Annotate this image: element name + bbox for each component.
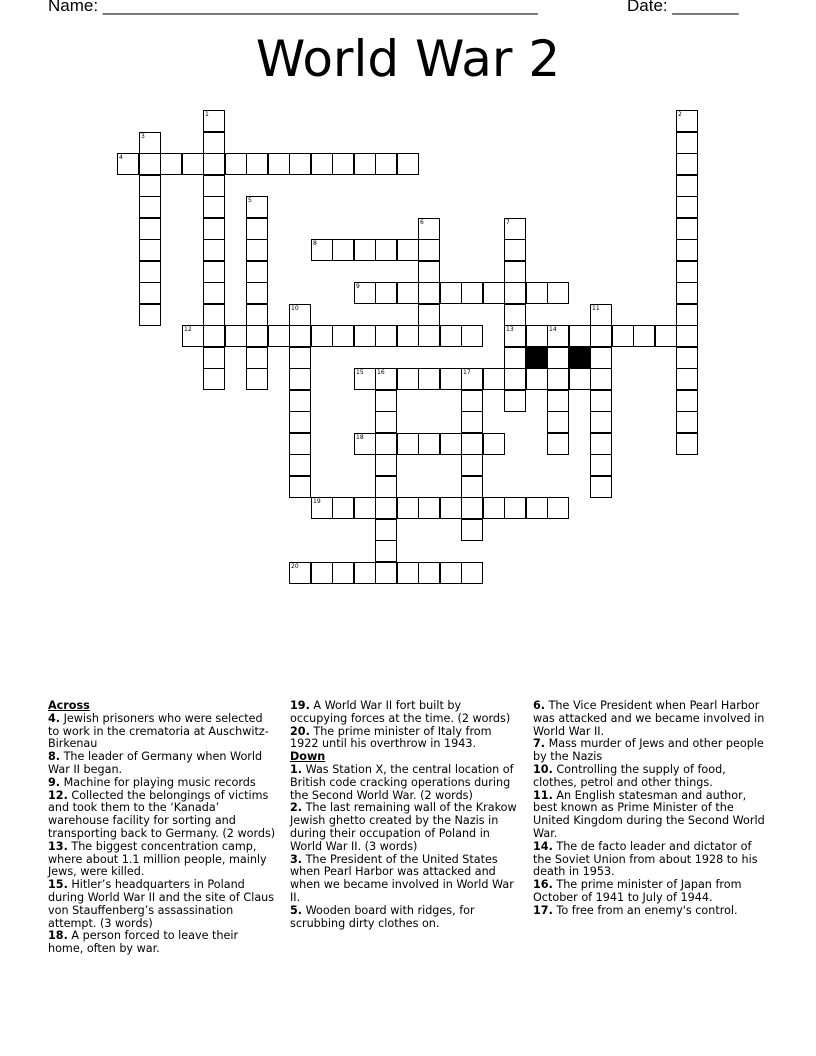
clue-item: [48, 879, 276, 930]
grid-cell[interactable]: [397, 562, 419, 584]
grid-cell[interactable]: [590, 411, 612, 433]
cell-number: 13: [506, 326, 514, 333]
grid-cell[interactable]: [547, 390, 569, 412]
grid-cell[interactable]: [590, 433, 612, 455]
grid-cell[interactable]: [461, 411, 483, 433]
grid-cell[interactable]: [590, 454, 612, 476]
clue-number: 7.: [533, 737, 546, 751]
grid-cell[interactable]: [418, 562, 440, 584]
grid-cell[interactable]: [676, 325, 698, 347]
clue-column-1: [48, 700, 276, 956]
grid-cell[interactable]: [289, 476, 311, 498]
grid-cell[interactable]: [289, 347, 311, 369]
grid-cell[interactable]: [203, 239, 225, 261]
grid-cell[interactable]: [483, 497, 505, 519]
clue-item: [48, 713, 276, 751]
grid-cell[interactable]: [246, 239, 268, 261]
clue-item: [48, 841, 276, 879]
grid-cell[interactable]: [461, 390, 483, 412]
grid-cell[interactable]: [676, 132, 698, 154]
grid-cell[interactable]: [461, 497, 483, 519]
clue-item: [533, 905, 769, 918]
grid-cell[interactable]: [461, 282, 483, 304]
grid-cell[interactable]: [676, 261, 698, 283]
clue-item: [533, 841, 769, 879]
clue-text: The Vice President when Pearl Harbor was attacked and we became involved in World War II.: [533, 699, 765, 738]
cell-number: 4: [119, 154, 123, 161]
grid-cell[interactable]: [418, 325, 440, 347]
grid-cell[interactable]: [289, 153, 311, 175]
grid-cell[interactable]: [526, 325, 548, 347]
across-heading: Across: [48, 699, 90, 712]
grid-cell[interactable]: [397, 153, 419, 175]
black-square: [569, 347, 591, 369]
grid-cell[interactable]: [246, 304, 268, 326]
grid-cell[interactable]: [504, 218, 526, 240]
grid-cell[interactable]: [504, 261, 526, 283]
grid-cell[interactable]: [139, 132, 161, 154]
grid-cell[interactable]: [461, 368, 483, 390]
clue-number: 19.: [290, 699, 310, 712]
clue-number: 17.: [533, 903, 553, 917]
clue-text: To free from an enemy's control.: [552, 903, 738, 917]
grid-cell[interactable]: [483, 433, 505, 455]
clue-number: 15.: [48, 878, 68, 892]
grid-cell[interactable]: [139, 261, 161, 283]
clue-text: A person forced to leave their home, often by war.: [48, 929, 239, 956]
clue-text: Hitler’s headquarters in Poland during World War II and the site of Claus von Stauffenberg’s assassination attempt. (3 words): [48, 878, 275, 930]
clue-number: 10.: [533, 762, 553, 776]
grid-cell[interactable]: [354, 153, 376, 175]
grid-cell[interactable]: [547, 347, 569, 369]
cell-number: 15: [356, 369, 364, 376]
grid-cell[interactable]: [526, 282, 548, 304]
grid-cell[interactable]: [354, 562, 376, 584]
grid-cell[interactable]: [504, 497, 526, 519]
clue-text: Controlling the supply of food, clothes, petrol and other things.: [533, 762, 726, 789]
clue-item: [48, 790, 276, 841]
grid-cell[interactable]: [547, 282, 569, 304]
grid-cell[interactable]: [375, 476, 397, 498]
clue-item: [290, 905, 520, 931]
grid-cell[interactable]: [203, 304, 225, 326]
grid-cell[interactable]: [590, 347, 612, 369]
grid-cell[interactable]: [569, 368, 591, 390]
clue-item: [290, 764, 520, 802]
down-heading: Down: [290, 750, 326, 764]
grid-cell[interactable]: [311, 562, 333, 584]
clue-text: The prime minister of Japan from October of 1941 to July of 1944.: [533, 878, 742, 904]
cell-number: 19: [313, 498, 321, 505]
grid-cell[interactable]: [332, 497, 354, 519]
clue-text: Wooden board with ridges, for scrubbing dirty clothes on.: [290, 903, 475, 930]
grid-cell[interactable]: [397, 368, 419, 390]
grid-cell[interactable]: [311, 325, 333, 347]
clue-item: [533, 790, 769, 841]
grid-cell[interactable]: [375, 562, 397, 584]
clue-item: [290, 854, 520, 905]
grid-cell[interactable]: [375, 368, 397, 390]
grid-cell[interactable]: [676, 153, 698, 175]
grid-cell[interactable]: [203, 347, 225, 369]
clue-item: [48, 930, 276, 956]
puzzle-title: World War 2: [255, 30, 561, 88]
grid-cell[interactable]: [225, 153, 247, 175]
clue-text: The President of the United States when Pearl Harbor was attacked and when we became involved in World War II.: [290, 852, 514, 904]
grid-cell[interactable]: [676, 282, 698, 304]
grid-cell[interactable]: [397, 433, 419, 455]
cell-number: 6: [420, 219, 424, 226]
grid-cell[interactable]: [311, 497, 333, 519]
grid-cell[interactable]: [182, 153, 204, 175]
grid-cell[interactable]: [440, 562, 462, 584]
grid-cell[interactable]: [655, 325, 677, 347]
grid-cell[interactable]: [289, 433, 311, 455]
grid-cell[interactable]: [203, 132, 225, 154]
grid-cell[interactable]: [203, 175, 225, 197]
grid-cell[interactable]: [440, 433, 462, 455]
grid-cell[interactable]: [676, 110, 698, 132]
grid-cell[interactable]: [375, 497, 397, 519]
grid-cell[interactable]: [418, 368, 440, 390]
grid-cell[interactable]: [418, 497, 440, 519]
grid-cell[interactable]: [375, 433, 397, 455]
clue-number: 9.: [48, 775, 61, 789]
grid-cell[interactable]: [332, 562, 354, 584]
cell-number: 11: [592, 305, 600, 312]
grid-cell[interactable]: [225, 325, 247, 347]
cell-number: 3: [141, 133, 145, 140]
grid-cell[interactable]: [246, 368, 268, 390]
clue-number: 1.: [290, 762, 303, 776]
grid-cell[interactable]: [526, 368, 548, 390]
grid-cell[interactable]: [354, 325, 376, 347]
grid-cell[interactable]: [375, 325, 397, 347]
grid-cell[interactable]: [418, 304, 440, 326]
cell-number: 8: [313, 240, 317, 247]
grid-cell[interactable]: [268, 153, 290, 175]
grid-cell[interactable]: [246, 347, 268, 369]
grid-cell[interactable]: [461, 325, 483, 347]
clue-item: [533, 879, 769, 905]
clue-number: 16.: [533, 878, 553, 892]
grid-cell[interactable]: [547, 368, 569, 390]
date-field-label: Date: _______: [627, 0, 739, 15]
grid-cell[interactable]: [483, 368, 505, 390]
cell-number: 17: [463, 369, 471, 376]
clue-item: [533, 700, 769, 738]
grid-cell[interactable]: [203, 261, 225, 283]
grid-cell[interactable]: [590, 325, 612, 347]
clue-number: 4.: [48, 711, 61, 725]
grid-cell[interactable]: [203, 368, 225, 390]
grid-cell[interactable]: [289, 411, 311, 433]
grid-cell[interactable]: [504, 390, 526, 412]
grid-cell[interactable]: [246, 196, 268, 218]
grid-cell[interactable]: [246, 218, 268, 240]
clue-number: 6.: [533, 699, 546, 712]
clue-number: 20.: [290, 724, 310, 738]
clue-text: Machine for playing music records: [60, 775, 256, 789]
grid-cell[interactable]: [375, 282, 397, 304]
grid-cell[interactable]: [375, 153, 397, 175]
clue-text: The leader of Germany when World War II began.: [48, 750, 263, 776]
clue-text: Was Station X, the central location of British code cracking operations during the Second World War. (2 words): [290, 762, 514, 802]
grid-cell[interactable]: [676, 196, 698, 218]
grid-cell[interactable]: [354, 239, 376, 261]
cell-number: 18: [356, 434, 364, 441]
grid-cell[interactable]: [203, 325, 225, 347]
cell-number: 14: [549, 326, 557, 333]
clue-text: The prime minister of Italy from 1922 until his overthrow in 1943.: [290, 724, 492, 751]
grid-cell[interactable]: [289, 368, 311, 390]
grid-cell[interactable]: [375, 454, 397, 476]
grid-cell[interactable]: [676, 368, 698, 390]
grid-cell[interactable]: [311, 239, 333, 261]
clue-number: 13.: [48, 839, 68, 853]
clue-text: The last remaining wall of the Krakow Jewish ghetto created by the Nazis in during their occupation of Poland in World War II. (3 words): [290, 801, 517, 853]
grid-cell[interactable]: [440, 325, 462, 347]
grid-cell[interactable]: [547, 411, 569, 433]
grid-cell[interactable]: [289, 562, 311, 584]
grid-cell[interactable]: [332, 325, 354, 347]
grid-cell[interactable]: [676, 175, 698, 197]
grid-cell[interactable]: [354, 282, 376, 304]
grid-cell[interactable]: [504, 282, 526, 304]
clue-item: [533, 738, 769, 764]
grid-cell[interactable]: [289, 304, 311, 326]
cell-number: 9: [356, 283, 360, 290]
clue-text: A World War II fort built by occupying forces at the time. (2 words): [290, 699, 511, 725]
grid-cell[interactable]: [289, 325, 311, 347]
grid-cell[interactable]: [246, 325, 268, 347]
cell-number: 5: [248, 197, 252, 204]
grid-cell[interactable]: [483, 282, 505, 304]
grid-cell[interactable]: [461, 562, 483, 584]
grid-cell[interactable]: [676, 239, 698, 261]
grid-cell[interactable]: [354, 433, 376, 455]
grid-cell[interactable]: [676, 304, 698, 326]
cell-number: 12: [184, 326, 192, 333]
black-square: [526, 347, 548, 369]
grid-cell[interactable]: [203, 153, 225, 175]
grid-cell[interactable]: [440, 497, 462, 519]
grid-cell[interactable]: [375, 519, 397, 541]
clue-column-2: [290, 700, 520, 930]
grid-cell[interactable]: [246, 282, 268, 304]
grid-cell[interactable]: [676, 433, 698, 455]
grid-cell[interactable]: [203, 218, 225, 240]
grid-cell[interactable]: [461, 519, 483, 541]
clue-item: [533, 764, 769, 790]
grid-cell[interactable]: [526, 497, 548, 519]
grid-cell[interactable]: [397, 325, 419, 347]
grid-cell[interactable]: [504, 239, 526, 261]
grid-cell[interactable]: [203, 196, 225, 218]
grid-cell[interactable]: [590, 390, 612, 412]
grid-cell[interactable]: [633, 325, 655, 347]
grid-cell[interactable]: [569, 325, 591, 347]
grid-cell[interactable]: [354, 368, 376, 390]
grid-cell[interactable]: [139, 196, 161, 218]
clue-column-3: [533, 700, 769, 918]
cell-number: 16: [377, 369, 385, 376]
grid-cell[interactable]: [590, 476, 612, 498]
grid-cell[interactable]: [139, 153, 161, 175]
grid-cell[interactable]: [504, 325, 526, 347]
grid-cell[interactable]: [590, 368, 612, 390]
clue-number: 18.: [48, 929, 68, 943]
grid-cell[interactable]: [612, 325, 634, 347]
grid-cell[interactable]: [289, 454, 311, 476]
grid-cell[interactable]: [375, 390, 397, 412]
grid-cell[interactable]: [461, 476, 483, 498]
clue-number: 3.: [290, 852, 303, 866]
grid-cell[interactable]: [461, 433, 483, 455]
grid-cell[interactable]: [590, 304, 612, 326]
grid-cell[interactable]: [504, 368, 526, 390]
grid-cell[interactable]: [397, 497, 419, 519]
grid-cell[interactable]: [547, 433, 569, 455]
cell-number: 20: [291, 563, 299, 570]
clue-text: Collected the belongings of victims and took them to the ‘Kanada’ warehouse facility for sorting and transporting back to Germany. (2 words): [48, 788, 276, 840]
grid-cell[interactable]: [676, 411, 698, 433]
grid-cell[interactable]: [139, 304, 161, 326]
grid-cell[interactable]: [332, 239, 354, 261]
clue-number: 8.: [48, 750, 61, 764]
clue-text: The biggest concentration camp, where about 1.1 million people, mainly Jews, were killed.: [48, 839, 267, 879]
grid-cell[interactable]: [375, 540, 397, 562]
grid-cell[interactable]: [182, 325, 204, 347]
cell-number: 7: [506, 219, 510, 226]
grid-cell[interactable]: [139, 239, 161, 261]
grid-cell[interactable]: [461, 454, 483, 476]
cell-number: 10: [291, 305, 299, 312]
clue-text: An English statesman and author, best known as Prime Minister of the United Kingdom during the Second World War.: [533, 788, 765, 840]
grid-cell[interactable]: [547, 497, 569, 519]
grid-cell[interactable]: [418, 282, 440, 304]
grid-cell[interactable]: [676, 390, 698, 412]
grid-cell[interactable]: [354, 497, 376, 519]
grid-cell[interactable]: [504, 347, 526, 369]
grid-cell[interactable]: [246, 261, 268, 283]
cell-number: 2: [678, 111, 682, 118]
grid-cell[interactable]: [440, 368, 462, 390]
grid-cell[interactable]: [332, 153, 354, 175]
clue-text: Mass murder of Jews and other people by the Nazis: [533, 737, 764, 764]
clue-number: 12.: [48, 788, 68, 802]
cell-number: 1: [205, 111, 209, 118]
grid-cell[interactable]: [160, 153, 182, 175]
grid-cell[interactable]: [397, 282, 419, 304]
grid-cell[interactable]: [246, 153, 268, 175]
clue-item: [290, 726, 520, 752]
clue-item: [48, 751, 276, 777]
grid-cell[interactable]: [375, 239, 397, 261]
grid-cell[interactable]: [375, 411, 397, 433]
name-field-label: Name: ______________________________________________: [48, 0, 538, 15]
grid-cell[interactable]: [117, 153, 139, 175]
grid-cell[interactable]: [311, 153, 333, 175]
grid-cell[interactable]: [440, 282, 462, 304]
grid-cell[interactable]: [504, 304, 526, 326]
grid-cell[interactable]: [397, 239, 419, 261]
grid-cell[interactable]: [139, 218, 161, 240]
grid-cell[interactable]: [139, 175, 161, 197]
clue-item: [290, 802, 520, 853]
grid-cell[interactable]: [289, 390, 311, 412]
grid-cell[interactable]: [418, 433, 440, 455]
grid-cell[interactable]: [139, 282, 161, 304]
clue-number: 14.: [533, 839, 553, 853]
grid-cell[interactable]: [676, 347, 698, 369]
clue-number: 5.: [290, 903, 303, 917]
clue-item: [290, 700, 520, 726]
grid-cell[interactable]: [418, 239, 440, 261]
clue-text: Jewish prisoners who were selected to work in the crematoria at Auschwitz-Birkenau: [48, 711, 269, 751]
grid-cell[interactable]: [203, 110, 225, 132]
clue-text: The de facto leader and dictator of the Soviet Union from about 1928 to his death in 1953.: [533, 839, 758, 879]
clue-number: 2.: [290, 801, 303, 815]
grid-cell[interactable]: [418, 261, 440, 283]
grid-cell[interactable]: [676, 218, 698, 240]
clue-number: 11.: [533, 788, 553, 802]
grid-cell[interactable]: [418, 218, 440, 240]
grid-cell[interactable]: [203, 282, 225, 304]
grid-cell[interactable]: [547, 325, 569, 347]
grid-cell[interactable]: [268, 325, 290, 347]
